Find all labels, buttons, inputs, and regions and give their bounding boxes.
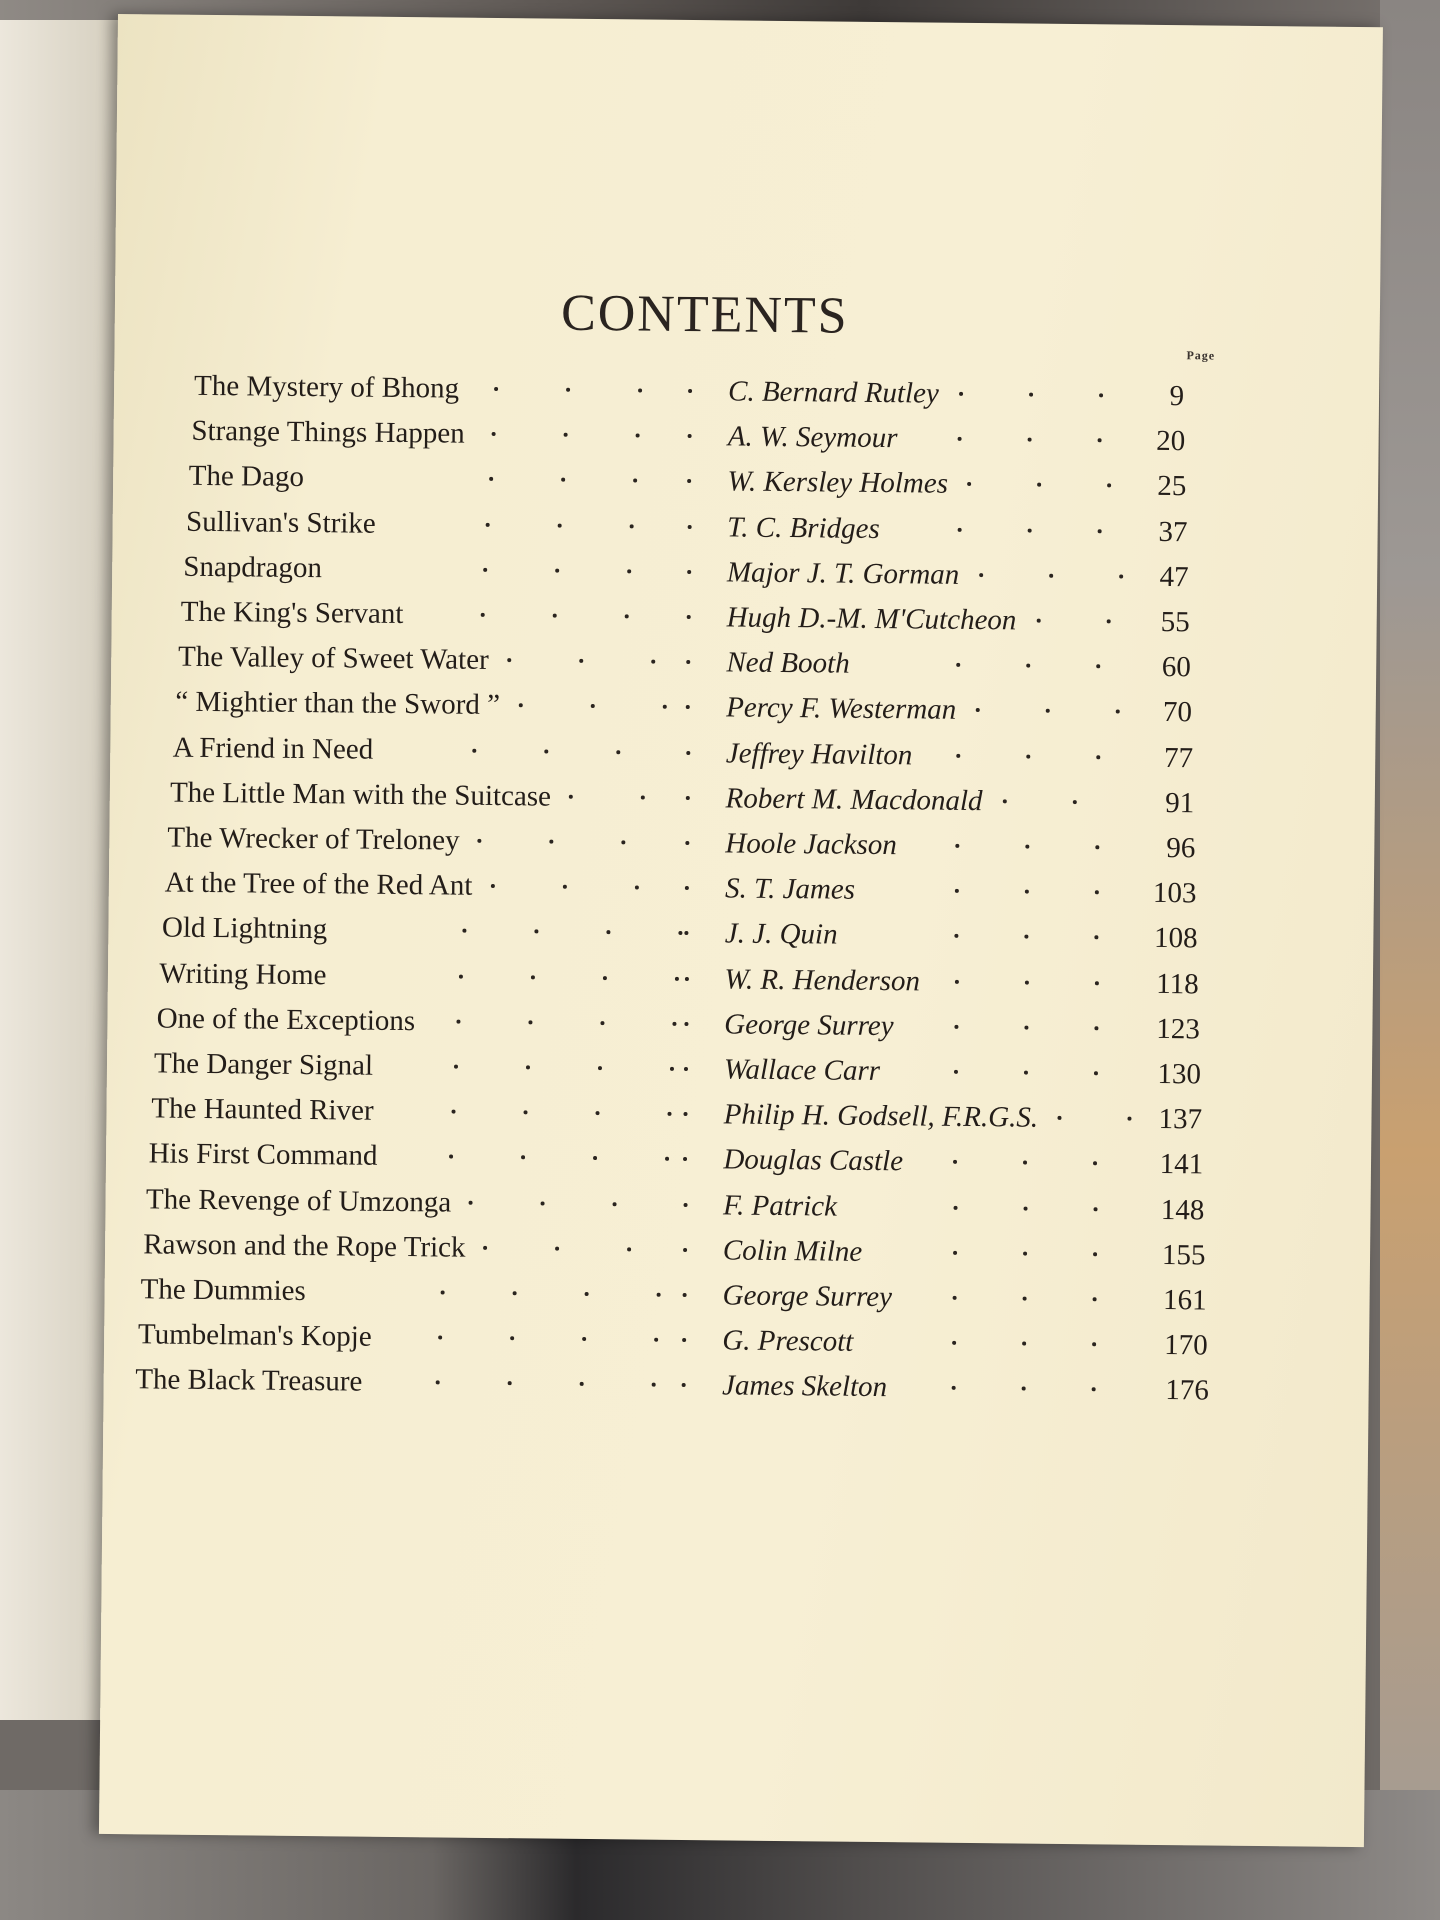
- toc-entry: [154, 1047, 1267, 1099]
- leader-dot: [1098, 438, 1102, 442]
- leader-dot: [967, 482, 971, 486]
- leader-dot: [1024, 1025, 1028, 1029]
- page-number: 60: [1161, 651, 1191, 684]
- leader-dot: [585, 1292, 589, 1296]
- leader-dot: [494, 387, 498, 391]
- leader-dot: [956, 753, 960, 757]
- story-title: The Danger Signal: [153, 1047, 374, 1082]
- story-title: The Haunted River: [151, 1092, 374, 1127]
- story-title: His First Command: [148, 1137, 378, 1173]
- leader-dot: [686, 660, 690, 664]
- leader-dot: [953, 1205, 957, 1209]
- page-number: 161: [1162, 1284, 1207, 1317]
- story-title: The Wrecker of Treloney: [167, 821, 460, 857]
- leader-dot: [507, 1382, 511, 1386]
- leader-dot: [1024, 980, 1028, 984]
- leader-dot: [593, 1156, 597, 1160]
- leader-dot: [561, 478, 565, 482]
- story-author: C. Bernard Rutley: [727, 375, 939, 410]
- leader-dot: [953, 1296, 957, 1300]
- leader-dot: [1024, 1071, 1028, 1075]
- story-author: Douglas Castle: [723, 1143, 904, 1178]
- leader-dot: [685, 886, 689, 890]
- story-title: Sullivan's Strike: [185, 505, 376, 540]
- leader-dot: [1025, 890, 1029, 894]
- leader-dot: [682, 1338, 686, 1342]
- leader-dot: [954, 1025, 958, 1029]
- leader-dot: [1093, 1297, 1097, 1301]
- story-author: Philip H. Godsell, F.R.G.S.: [723, 1098, 1039, 1134]
- leader-dot: [688, 434, 692, 438]
- leader-dot: [1025, 845, 1029, 849]
- leader-dot: [641, 795, 645, 799]
- story-author: Hoole Jackson: [725, 827, 898, 862]
- story-title: Strange Things Happen: [191, 414, 465, 450]
- leader-dot: [657, 1293, 661, 1297]
- toc-entry: [151, 1093, 1267, 1145]
- page-number: 170: [1164, 1329, 1208, 1362]
- leader-dot: [601, 1021, 605, 1025]
- story-title: Tumbelman's Kopje: [137, 1318, 372, 1353]
- leader-dot: [1096, 755, 1100, 759]
- story-author: George Surrey: [724, 1008, 894, 1042]
- leader-dot: [1094, 981, 1098, 985]
- leader-dot: [638, 388, 642, 392]
- leader-dot: [953, 1160, 957, 1164]
- story-author: T. C. Bridges: [727, 511, 880, 545]
- leader-dot: [1093, 1162, 1097, 1166]
- leader-dot: [683, 1248, 687, 1252]
- leader-dot: [979, 573, 983, 577]
- leader-dot: [1107, 484, 1111, 488]
- leader-dot: [531, 975, 535, 979]
- page-number: 103: [1152, 877, 1197, 910]
- leader-dot: [489, 477, 493, 481]
- leader-dot: [955, 844, 959, 848]
- leader-dot: [686, 705, 690, 709]
- leader-dot: [1003, 799, 1007, 803]
- leader-dot: [435, 1381, 439, 1385]
- leader-dot: [510, 1336, 514, 1340]
- leader-dot: [449, 1155, 453, 1159]
- leader-dot: [1096, 664, 1100, 668]
- story-author: W. R. Henderson: [724, 962, 921, 998]
- leader-dot: [1093, 1252, 1097, 1256]
- leader-dot: [603, 976, 607, 980]
- page-number: 25: [1157, 470, 1187, 503]
- leader-dot: [687, 615, 691, 619]
- leader-dot: [686, 796, 690, 800]
- leader-dot: [513, 1291, 517, 1295]
- story-author: J. J. Quin: [724, 917, 838, 951]
- leader-dot: [957, 527, 961, 531]
- leader-dot: [627, 569, 631, 573]
- leader-dot: [687, 525, 691, 529]
- page-number: 118: [1156, 967, 1199, 1000]
- leader-dot: [598, 1066, 602, 1070]
- leader-dot: [1025, 935, 1029, 939]
- leader-dot: [1092, 1342, 1096, 1346]
- leader-dot: [1058, 1116, 1062, 1120]
- leader-dot: [952, 1341, 956, 1345]
- page-number: 155: [1161, 1238, 1206, 1272]
- leader-dot: [1037, 619, 1041, 623]
- leader-dot: [555, 1246, 559, 1250]
- story-author: Jeffrey Havilton: [725, 737, 913, 771]
- leader-dot: [673, 1022, 677, 1026]
- leader-dot: [633, 479, 637, 483]
- story-author: Ned Booth: [726, 646, 850, 680]
- leader-dot: [469, 1200, 473, 1204]
- leader-dot: [529, 1020, 533, 1024]
- leader-dot: [952, 1386, 956, 1390]
- page-number: 148: [1160, 1193, 1205, 1227]
- leader-dot: [1023, 1297, 1027, 1301]
- story-author: Hugh D.-M. M'Cutcheon: [726, 601, 1017, 637]
- leader-dot: [1049, 574, 1053, 578]
- story-author: Major J. T. Gorman: [726, 556, 960, 591]
- story-title: A Friend in Need: [172, 731, 374, 766]
- leader-dot: [582, 1337, 586, 1341]
- leader-dot: [688, 389, 692, 393]
- story-author: G. Prescott: [722, 1324, 854, 1358]
- toc-entry: [138, 1318, 1265, 1370]
- toc-entry: [159, 957, 1268, 1009]
- leader-dot: [958, 437, 962, 441]
- leader-dot: [563, 433, 567, 437]
- leader-dot: [523, 1110, 527, 1114]
- leader-dot: [526, 1065, 530, 1069]
- leader-dot: [954, 1070, 958, 1074]
- story-title: Rawson and the Rope Trick: [143, 1228, 466, 1264]
- toc-entry: [156, 1002, 1267, 1054]
- leader-dot: [566, 388, 570, 392]
- leader-dot: [507, 658, 511, 662]
- leader-dot: [621, 840, 625, 844]
- leader-dot: [1023, 1206, 1027, 1210]
- leader-dot: [1022, 1387, 1026, 1391]
- leader-dot: [956, 663, 960, 667]
- story-author: A. W. Seymour: [727, 420, 898, 455]
- leader-dot: [627, 1247, 631, 1251]
- leader-dot: [579, 1382, 583, 1386]
- leader-dot: [625, 614, 629, 618]
- leader-dot: [1116, 710, 1120, 714]
- leader-dot: [687, 570, 691, 574]
- contents-page: [99, 14, 1383, 1847]
- leader-dot: [454, 1065, 458, 1069]
- leader-dot: [635, 434, 639, 438]
- leader-dot: [651, 1383, 655, 1387]
- leader-dot: [1099, 393, 1103, 397]
- leader-dot: [686, 751, 690, 755]
- leader-dot: [1094, 1026, 1098, 1030]
- leader-dot: [684, 1022, 688, 1026]
- leader-dot: [451, 1110, 455, 1114]
- story-title: The Valley of Sweet Water: [177, 640, 489, 677]
- leader-dot: [953, 1251, 957, 1255]
- leader-dot: [521, 1156, 525, 1160]
- page-number: 130: [1157, 1057, 1202, 1091]
- leader-dot: [688, 479, 692, 483]
- leader-dot: [683, 1157, 687, 1161]
- page-number: 77: [1163, 741, 1194, 774]
- toc-entry: [189, 460, 1274, 511]
- story-author: Wallace Carr: [723, 1053, 881, 1088]
- toc-entry: [170, 776, 1270, 828]
- story-author: Colin Milne: [722, 1234, 863, 1268]
- story-title: The Dummies: [140, 1273, 306, 1308]
- leader-dot: [954, 979, 958, 983]
- toc-entry: [162, 912, 1269, 964]
- leader-dot: [683, 1293, 687, 1297]
- leader-dot: [459, 974, 463, 978]
- leader-dot: [545, 749, 549, 753]
- toc-entry: [178, 641, 1272, 692]
- leader-dot: [555, 568, 559, 572]
- background-right: [1380, 0, 1440, 1920]
- toc-entry: [148, 1138, 1266, 1190]
- leader-dot: [675, 976, 679, 980]
- leader-dot: [1097, 529, 1101, 533]
- story-title: The Black Treasure: [135, 1363, 363, 1399]
- story-title: At the Tree of the Red Ant: [164, 866, 473, 902]
- leader-dot: [1028, 438, 1032, 442]
- toc-entry: [175, 686, 1271, 737]
- leader-dot: [651, 660, 655, 664]
- leader-dot: [685, 841, 689, 845]
- story-title: The Little Man with the Suitcase: [169, 776, 552, 813]
- toc-entry: [146, 1183, 1266, 1235]
- story-title: Snapdragon: [183, 550, 323, 584]
- page-column-label: Page: [1186, 348, 1216, 363]
- leader-dot: [438, 1336, 442, 1340]
- leader-dot: [684, 977, 688, 981]
- leader-dot: [590, 704, 594, 708]
- page-number: 37: [1158, 515, 1188, 548]
- page-title: CONTENTS: [560, 284, 849, 345]
- leader-dot: [662, 705, 666, 709]
- leader-dot: [441, 1290, 445, 1294]
- page-number: 96: [1166, 832, 1196, 865]
- page-number: 47: [1159, 560, 1189, 594]
- leader-dot: [579, 659, 583, 663]
- leader-dot: [558, 523, 562, 527]
- page-number: 55: [1160, 605, 1190, 639]
- leader-dot: [563, 885, 567, 889]
- leader-dot: [483, 568, 487, 572]
- leader-dot: [569, 795, 573, 799]
- leader-dot: [481, 613, 485, 617]
- story-author: Percy F. Westerman: [725, 691, 957, 727]
- leader-dot: [654, 1338, 658, 1342]
- leader-dot: [1046, 709, 1050, 713]
- leader-dot: [630, 524, 634, 528]
- toc-entry: [167, 822, 1269, 874]
- page-number: 9: [1169, 380, 1185, 413]
- story-author: James Skelton: [721, 1369, 888, 1404]
- leader-dot: [1073, 800, 1077, 804]
- leader-dot: [1027, 528, 1031, 532]
- leader-dot: [1095, 890, 1099, 894]
- leader-dot: [665, 1157, 669, 1161]
- leader-dot: [1026, 664, 1030, 668]
- leader-dot: [1094, 1071, 1098, 1075]
- story-title: The King's Servant: [180, 595, 404, 631]
- toc-entry: [194, 370, 1274, 421]
- story-title: The Mystery of Bhong: [193, 369, 460, 405]
- leader-dot: [684, 1067, 688, 1071]
- leader-dot: [1023, 1251, 1027, 1255]
- story-title: The Dago: [188, 460, 305, 494]
- page-number: 176: [1165, 1374, 1209, 1407]
- toc-entry: [140, 1273, 1264, 1325]
- story-author: W. Kersley Holmes: [727, 465, 949, 501]
- leader-dot: [670, 1067, 674, 1071]
- leader-dot: [1092, 1388, 1096, 1392]
- story-author: Robert M. Macdonald: [725, 782, 983, 817]
- toc-entry: [183, 551, 1272, 602]
- story-author: George Surrey: [722, 1279, 893, 1314]
- story-title: Old Lightning: [161, 911, 328, 946]
- leader-dot: [473, 748, 477, 752]
- leader-dot: [477, 839, 481, 843]
- page-number: 20: [1156, 425, 1186, 458]
- leader-dot: [1037, 483, 1041, 487]
- toc-entry: [143, 1228, 1265, 1280]
- leader-dot: [553, 614, 557, 618]
- leader-dot: [491, 432, 495, 436]
- leader-dot: [682, 1383, 686, 1387]
- story-author: S. T. James: [724, 872, 856, 906]
- toc-entry: [180, 596, 1271, 647]
- page-number: 91: [1165, 786, 1195, 820]
- story-title: The Revenge of Umzonga: [145, 1182, 452, 1219]
- leader-dot: [541, 1201, 545, 1205]
- leader-dot: [1119, 574, 1123, 578]
- leader-dot: [976, 708, 980, 712]
- leader-dot: [462, 929, 466, 933]
- page-number: 141: [1159, 1148, 1204, 1181]
- toc-entry: [135, 1364, 1264, 1416]
- leader-dot: [549, 840, 553, 844]
- leader-dot: [685, 931, 689, 935]
- leader-dot: [617, 750, 621, 754]
- story-title: One of the Exceptions: [156, 1002, 416, 1037]
- leader-dot: [606, 931, 610, 935]
- page-number: 108: [1153, 922, 1198, 955]
- leader-dot: [684, 1112, 688, 1116]
- leader-dot: [955, 934, 959, 938]
- leader-dot: [457, 1019, 461, 1023]
- leader-dot: [1026, 754, 1030, 758]
- leader-dot: [667, 1112, 671, 1116]
- leader-dot: [1023, 1161, 1027, 1165]
- story-title: Writing Home: [159, 957, 327, 991]
- leader-dot: [1029, 393, 1033, 397]
- toc-entry: [172, 731, 1270, 782]
- story-title: “ Mightier than the Sword ”: [175, 686, 501, 722]
- toc-entry: [164, 867, 1269, 919]
- leader-dot: [483, 1246, 487, 1250]
- leader-dot: [613, 1202, 617, 1206]
- leader-dot: [534, 930, 538, 934]
- leader-dot: [1093, 1207, 1097, 1211]
- leader-dot: [959, 392, 963, 396]
- leader-dot: [1095, 936, 1099, 940]
- page-number: 70: [1162, 696, 1193, 729]
- leader-dot: [635, 886, 639, 890]
- leader-dot: [1095, 845, 1099, 849]
- toc-list: [99, 14, 1383, 1847]
- page-number: 123: [1156, 1012, 1200, 1046]
- story-author: F. Patrick: [722, 1188, 838, 1223]
- leader-dot: [518, 704, 522, 708]
- leader-dot: [1107, 619, 1111, 623]
- page-number: 137: [1158, 1103, 1203, 1136]
- leader-dot: [486, 522, 490, 526]
- leader-dot: [683, 1203, 687, 1207]
- leader-dot: [595, 1111, 599, 1115]
- leader-dot: [678, 931, 682, 935]
- toc-entry: [191, 415, 1274, 466]
- leader-dot: [955, 889, 959, 893]
- toc-entry: [186, 505, 1273, 556]
- leader-dot: [1022, 1342, 1026, 1346]
- leader-dot: [491, 884, 495, 888]
